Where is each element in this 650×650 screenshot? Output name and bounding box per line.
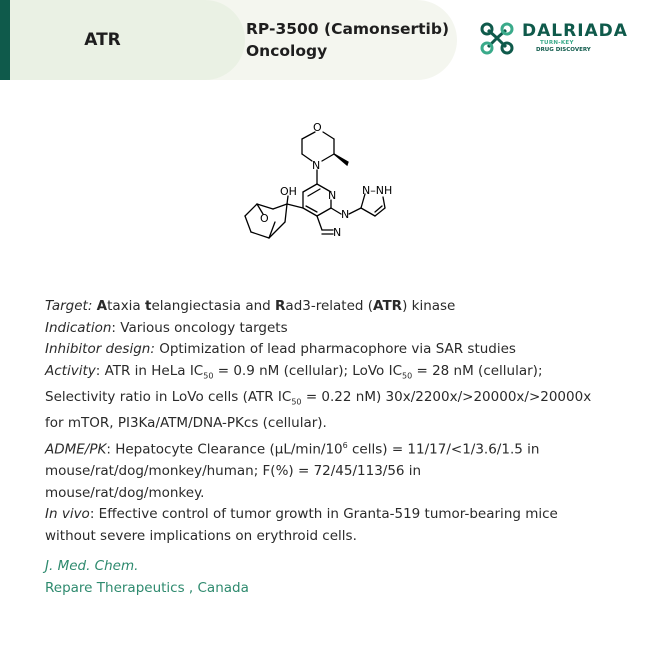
dalriada-logo xyxy=(478,20,628,56)
atom-n-pyrazole-1: N xyxy=(341,208,350,221)
target-tab-label: ATR xyxy=(84,30,121,50)
molecule-logo-icon xyxy=(478,20,516,56)
adme-line-2: mouse/rat/dog/monkey/human; F(%) = 72/45/113/56 in xyxy=(45,463,422,480)
activity-line-2: Selectivity ratio in LoVo cells (ATR $IC_{50} = 0.22$ nM) 30x/2200x/>20000x/>20000x xyxy=(45,389,592,407)
atom-pyrazole-nh: N–NH xyxy=(362,184,393,197)
reference xyxy=(45,555,249,599)
journal-name: J. Med. Chem. xyxy=(45,558,139,574)
atom-n-morpholine: N xyxy=(312,159,321,172)
indication-line: Indication: Various oncology targets xyxy=(45,319,288,336)
compound-details xyxy=(45,296,625,547)
logo-tagline: TURN-KEY xyxy=(540,40,574,46)
target-tab xyxy=(10,0,245,80)
compound-name: RP-3500 (Camonsertib) xyxy=(246,20,450,38)
atom-o-bridge: O xyxy=(260,212,269,225)
design-line: Inhibitor design: Optimization of lead pharmacophore via SAR studies xyxy=(45,341,516,358)
atom-n-pyrazole-2: N xyxy=(333,226,342,239)
atom-o-morpholine: O xyxy=(313,121,322,134)
atom-oh: OH xyxy=(280,185,297,198)
header-accent-bar xyxy=(0,0,10,80)
invivo-line: In vivo: Effective control of tumor growth in Granta-519 tumor-bearing mice xyxy=(45,506,558,523)
compound-title xyxy=(246,18,449,62)
logo-tagline-2: DRUG DISCOVERY xyxy=(536,47,591,53)
adme-line: ADME/PK: Hepatocyte Clearance ($\mu L/\min/10^6$ cells) = 11/17/<1/3.6/1.5 in xyxy=(45,440,540,458)
activity-line-3: for mTOR, PI3Ka/ATM/DNA-PKcs (cellular). xyxy=(45,415,327,432)
therapeutic-area: Oncology xyxy=(246,42,328,60)
activity-line: Activity: ATR in HeLa $IC_{50} = 0.9$ nM (cellular); LoVo $IC_{50} = 28$ nM (cellular); xyxy=(45,362,543,381)
chemical-structure xyxy=(225,110,425,280)
adme-line-3: mouse/rat/dog/monkey. xyxy=(45,484,205,501)
company-name: Repare Therapeutics , Canada xyxy=(45,580,249,596)
atom-n-pyridine: N xyxy=(328,189,337,202)
target-line: Target: Ataxia telangiectasia and Rad3-related (ATR) kinase xyxy=(45,298,456,314)
logo-name: DALRIADA xyxy=(522,21,628,41)
invivo-line-2: without severe implications on erythroid cells. xyxy=(45,527,357,544)
